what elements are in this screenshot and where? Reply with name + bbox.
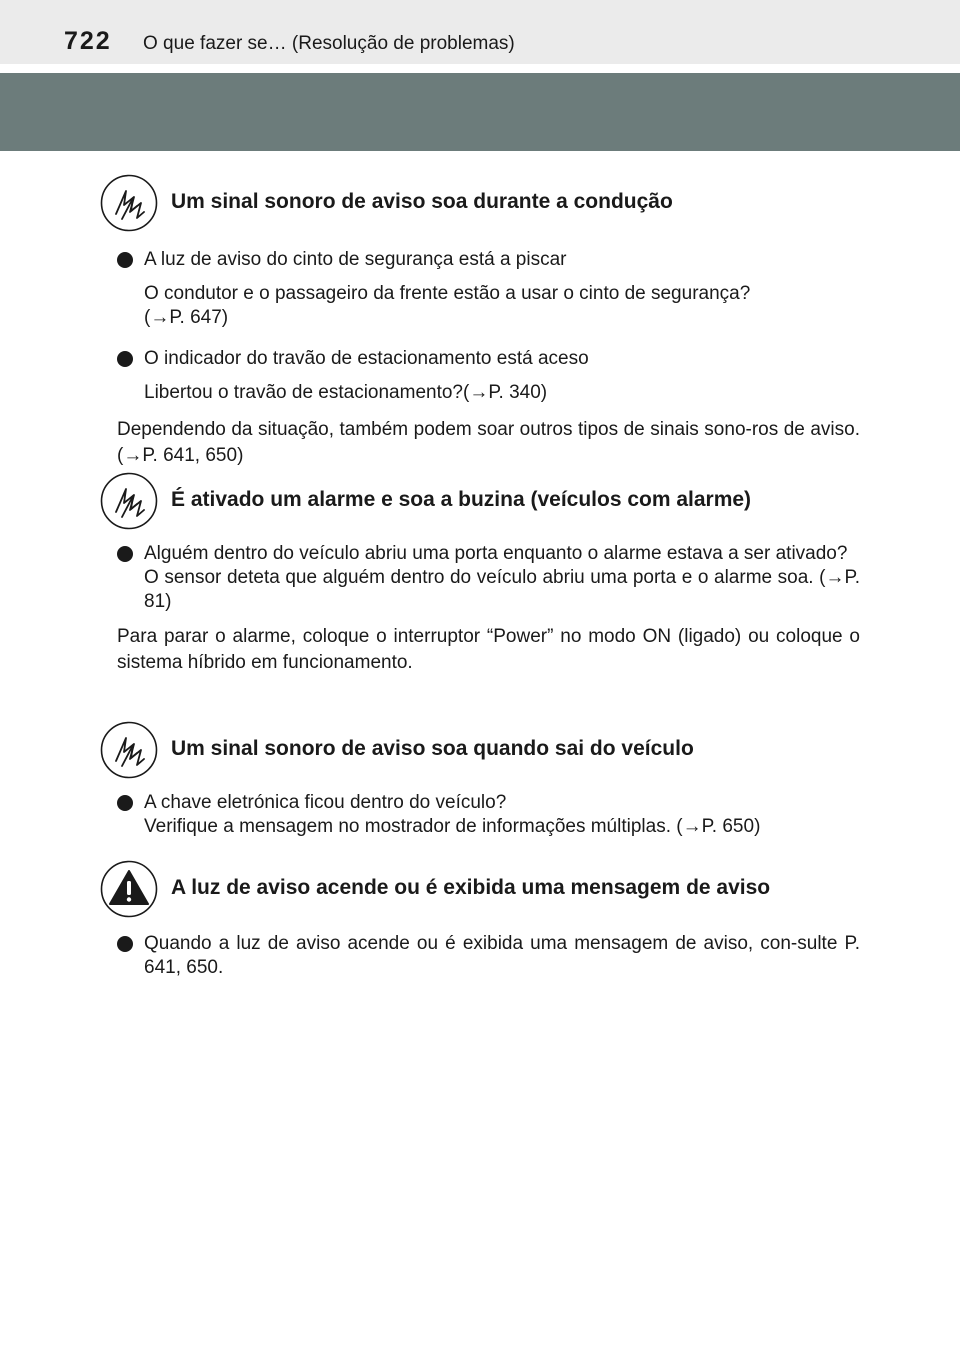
list-item [100, 791, 860, 839]
item-text: Quando a luz de aviso acende ou é exibida uma mensagem de aviso, con-sulte P. 641, 650. [144, 933, 860, 978]
list-item [100, 248, 860, 330]
item-detail: O sensor deteta que alguém dentro do veículo abriu uma porta e o alarme soa. (→P. 81) [144, 567, 860, 612]
bullet-icon [117, 795, 133, 811]
section-note: Para parar o alarme, coloque o interruptor “Power” no modo ON (ligado) ou coloque o sistema híbrido em funcionamento. [117, 626, 860, 673]
section-warning-light [100, 860, 860, 980]
page-number: 722 [64, 27, 112, 55]
item-text: Alguém dentro do veículo abriu uma porta enquanto o alarme estava a ser ativado? [144, 543, 848, 564]
item-detail: O condutor e o passageiro da frente estão a usar o cinto de segurança? [144, 283, 751, 304]
item-detail: Libertou o travão de estacionamento?(→P. 340) [144, 382, 548, 403]
warning-icon [100, 860, 158, 918]
section-header [100, 721, 860, 779]
header-divider [0, 64, 960, 73]
section-title: A luz de aviso acende ou é exibida uma mensagem de aviso [171, 876, 771, 899]
section-warning-buzzer-driving [100, 174, 860, 469]
item-text: A chave eletrónica ficou dentro do veículo? [144, 792, 507, 813]
section-header [100, 472, 860, 530]
section-title: Um sinal sonoro de aviso soa durante a condução [171, 190, 673, 213]
section-buzzer-exit [100, 721, 860, 839]
list-item [100, 542, 860, 614]
item-detail: (→P. 647) [144, 307, 229, 328]
bullet-icon [117, 546, 133, 562]
item-detail: Verifique a mensagem no mostrador de informações múltiplas. (→P. 650) [144, 816, 761, 837]
chapter-band [0, 73, 960, 151]
page-header [0, 0, 960, 64]
bullet-icon [117, 252, 133, 268]
bullet-icon [117, 351, 133, 367]
bullet-icon [117, 936, 133, 952]
list-item [100, 932, 860, 980]
section-note: Dependendo da situação, também podem soar outros tipos de sinais sono-ros de aviso. (→P. 641, 650) [117, 419, 860, 466]
section-header [100, 860, 860, 918]
section-alarm-horn [100, 472, 860, 676]
item-text: O indicador do travão de estacionamento está aceso [144, 348, 589, 369]
list-item [100, 347, 860, 405]
running-title: O que fazer se… (Resolução de problemas) [143, 33, 515, 54]
section-header [100, 174, 860, 232]
section-title: Um sinal sonoro de aviso soa quando sai do veículo [171, 737, 694, 760]
item-text: A luz de aviso do cinto de segurança está a piscar [144, 249, 567, 270]
lightning-icon [100, 174, 158, 232]
lightning-icon [100, 721, 158, 779]
lightning-icon [100, 472, 158, 530]
section-title: É ativado um alarme e soa a buzina (veículos com alarme) [171, 488, 752, 511]
